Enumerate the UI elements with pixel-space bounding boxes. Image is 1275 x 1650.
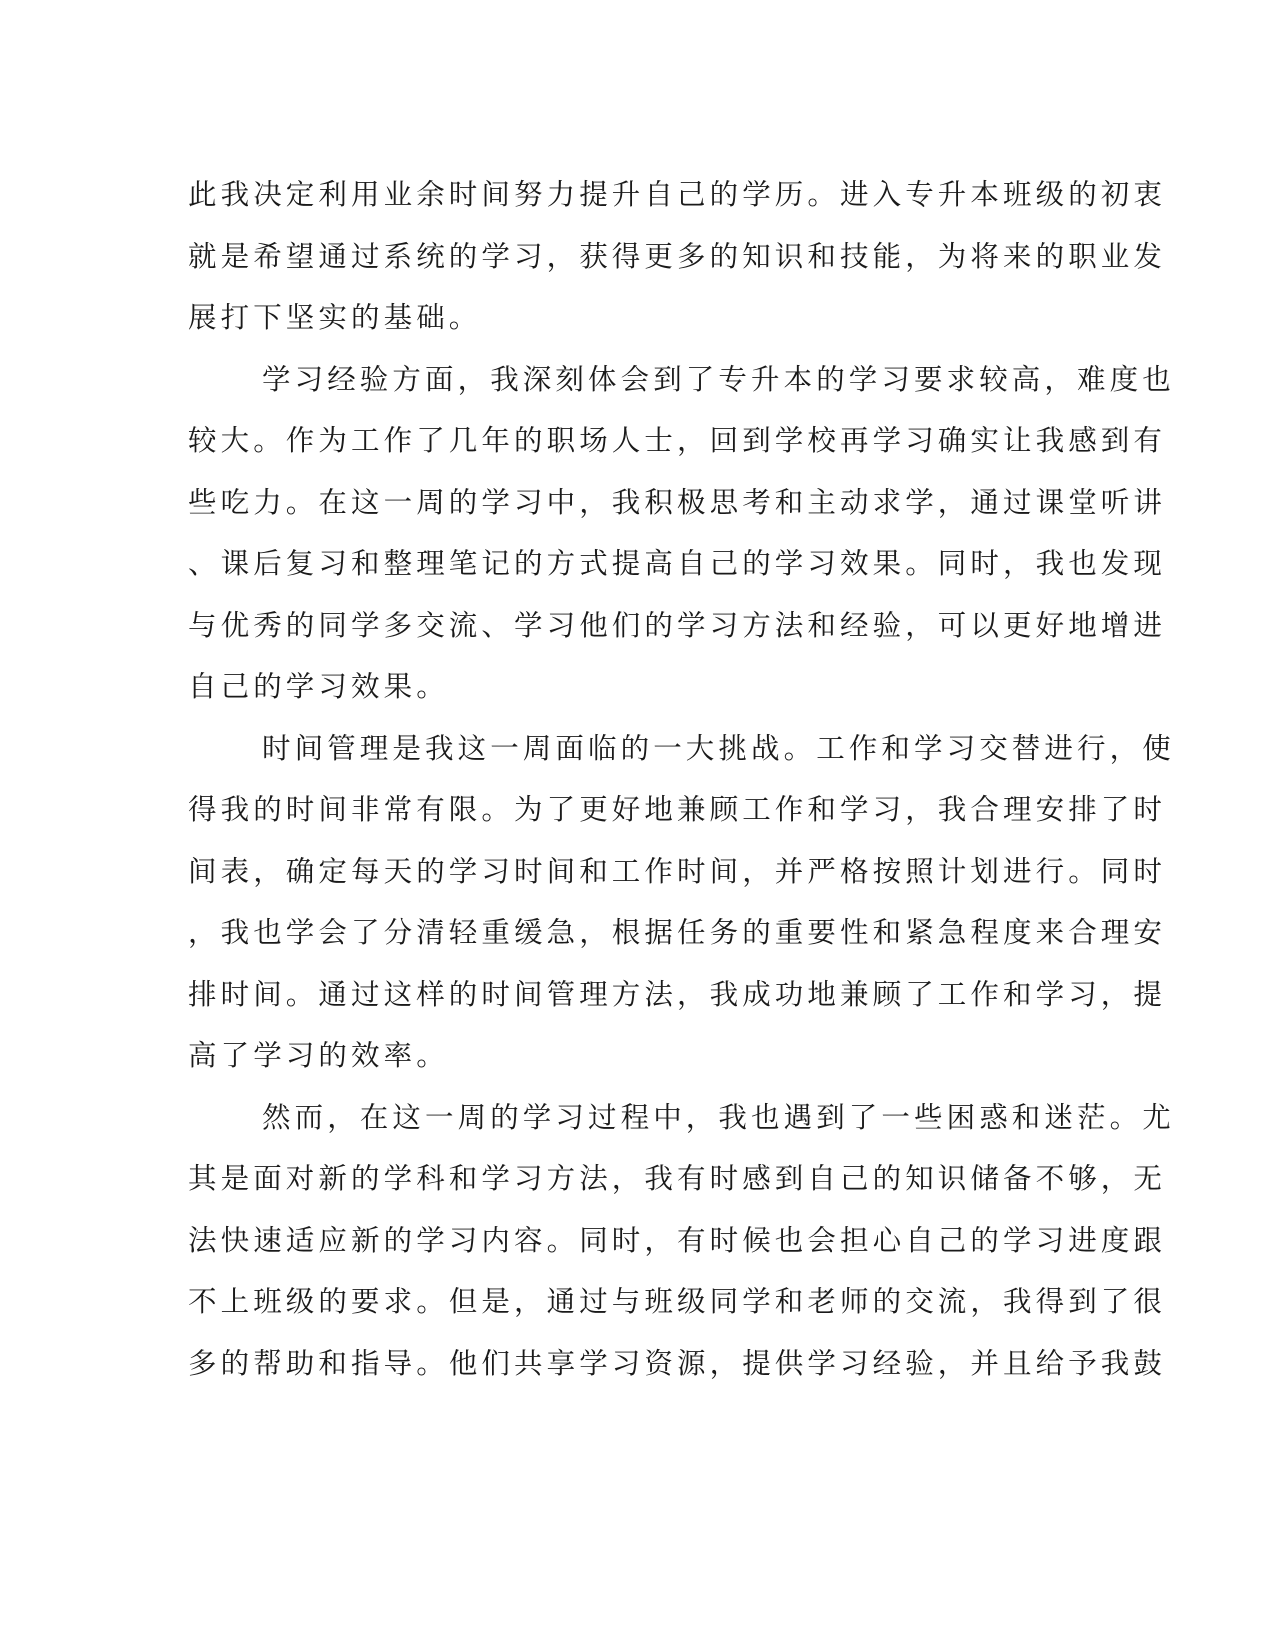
text-line: 与优秀的同学多交流、学习他们的学习方法和经验，可以更好地增进 — [188, 608, 1167, 642]
text-line: 较大。作为工作了几年的职场人士，回到学校再学习确实让我感到有 — [188, 424, 1167, 457]
paragraph-start-line: 时间管理是我这一周面临的一大挑战。工作和学习交替进行，使 — [262, 731, 1175, 765]
body-text — [188, 164, 1175, 1394]
paragraph-start-line: 然而，在这一周的学习过程中，我也遇到了一些困惑和迷茫。尤 — [262, 1100, 1175, 1134]
text-line: 展打下坚实的基础。 — [188, 301, 482, 334]
text-line: 高了学习的效率。 — [188, 1039, 449, 1072]
text-line: 法快速适应新的学习内容。同时，有时候也会担心自己的学习进度跟 — [188, 1223, 1167, 1257]
text-line: 多的帮助和指导。他们共享学习资源，提供学习经验，并且给予我鼓 — [188, 1346, 1167, 1380]
text-line: ，我也学会了分清轻重缓急，根据任务的重要性和紧急程度来合理安 — [188, 916, 1167, 949]
paragraph-start-line: 学习经验方面，我深刻体会到了专升本的学习要求较高，难度也 — [262, 362, 1175, 396]
text-line: 自己的学习效果。 — [188, 670, 449, 703]
text-line: 此我决定利用业余时间努力提升自己的学历。进入专升本班级的初衷 — [188, 178, 1167, 211]
text-line: 就是希望通过系统的学习，获得更多的知识和技能，为将来的职业发 — [188, 239, 1167, 273]
text-line: 不上班级的要求。但是，通过与班级同学和老师的交流，我得到了很 — [188, 1285, 1167, 1318]
text-line: 间表，确定每天的学习时间和工作时间，并严格按照计划进行。同时 — [188, 854, 1167, 888]
text-line: 排时间。通过这样的时间管理方法，我成功地兼顾了工作和学习，提 — [188, 977, 1167, 1011]
text-line: 得我的时间非常有限。为了更好地兼顾工作和学习，我合理安排了时 — [188, 793, 1167, 826]
text-line: 其是面对新的学科和学习方法，我有时感到自己的知识储备不够，无 — [188, 1162, 1167, 1195]
text-line: 、课后复习和整理笔记的方式提高自己的学习效果。同时，我也发现 — [188, 547, 1167, 580]
text-line: 些吃力。在这一周的学习中，我积极思考和主动求学，通过课堂听讲 — [188, 485, 1167, 519]
